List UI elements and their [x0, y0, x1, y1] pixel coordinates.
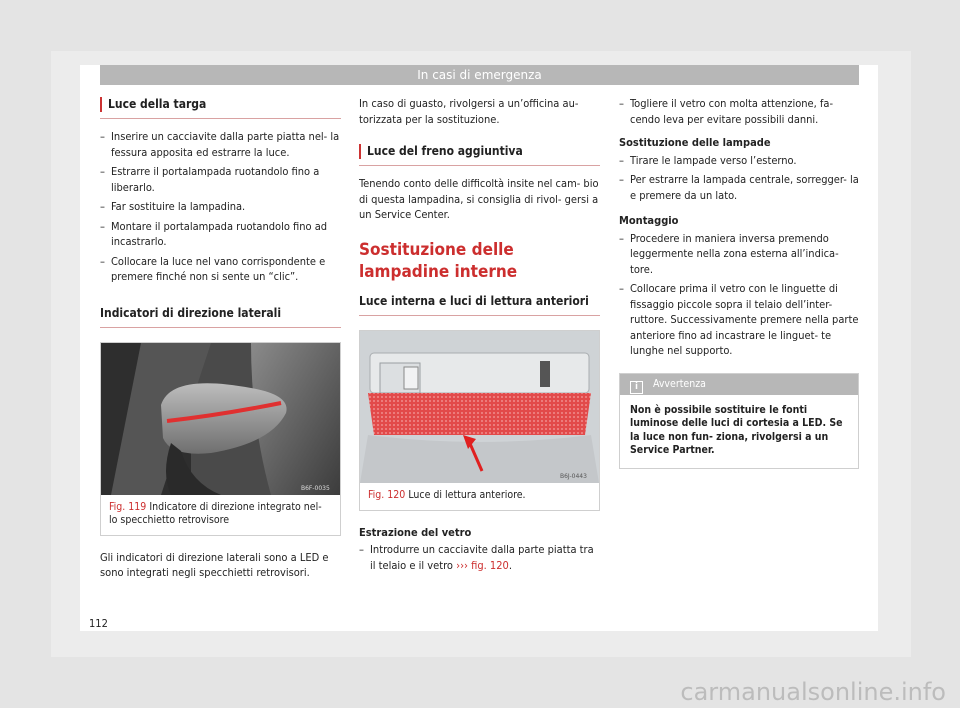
paragraph: Gli indicatori di direzione laterali sono a LED e sono integrati negli specchietti retrovisori.	[100, 550, 329, 579]
page-number: 112	[89, 617, 108, 630]
intro-paragraph: In caso di guasto, rivolgersi a un’officina au- torizzata per la sostituzione.	[359, 97, 579, 126]
steps-list	[619, 96, 859, 127]
list-item: – Tirare le lampade verso l’esterno.	[619, 153, 859, 169]
figure-code: B6J-0443	[560, 472, 587, 480]
fig-reference-link[interactable]: ››› fig. 120	[456, 558, 509, 572]
figure-119	[100, 342, 341, 536]
watermark: carmanualsonline.info	[680, 678, 946, 706]
heading-montaggio: Montaggio	[619, 214, 679, 227]
column-1	[100, 96, 341, 589]
reading-light-image	[360, 331, 599, 483]
figure-label: Fig. 120	[368, 488, 406, 501]
figure-caption-text: Indicatore di direzione integrato nel- lo specchietto retrovisore	[109, 500, 322, 526]
step-end: .	[508, 558, 512, 572]
chapter-header: In casi di emergenza	[100, 65, 859, 85]
warning-box	[619, 373, 859, 469]
figure-label: Fig. 119	[109, 500, 147, 513]
subsection-title: Luce interna e luci di lettura anteriori	[359, 293, 600, 316]
steps-list	[100, 129, 341, 285]
list-item: – Procedere in maniera inversa premendo leggermente nella zona esterna all’indica- tore.	[619, 231, 859, 278]
steps-list	[359, 542, 600, 573]
heading-sostituzione-lampade: Sostituzione delle lampade	[619, 136, 771, 149]
list-item: – Collocare la luce nel vano corrispondente e premere finché non si sente un “clic”.	[100, 254, 341, 285]
list-item: – Togliere il vetro con molta attenzione, fa- cendo leva per evitare possibili danni.	[619, 96, 859, 127]
steps-list	[619, 231, 859, 359]
steps-list	[619, 153, 859, 204]
list-item: – Far sostituire la lampadina.	[100, 199, 341, 215]
warning-text: Non è possibile sostituire le fonti luminose delle luci di cortesia a LED. Se la luce non fun- ziona, rivolgersi a un Service Partner.	[630, 403, 843, 456]
paragraph: Tenendo conto delle difficoltà insite nel cam- bio di questa lampadina, si consiglia di rivol- gersi a un Service Center.	[359, 177, 599, 221]
warning-title: Avvertenza	[653, 377, 706, 390]
figure-120	[359, 330, 600, 511]
column-2	[359, 96, 600, 577]
figure-caption	[101, 495, 340, 535]
list-item: – Collocare prima il vetro con le linguette di fissaggio piccole sopra il telaio dell’inter- ruttore. Successivamente premere nella parte anteriore fino ad incastrare le linguet- te lunghe nel supporto.	[619, 281, 859, 359]
figure-code: B6F-0035	[301, 484, 330, 492]
figure-caption	[360, 483, 599, 510]
step-text: Introdurre un cacciavite dalla parte piatta tra il telaio e il vetro	[370, 543, 594, 572]
figure-caption-text: Luce di lettura anteriore.	[408, 488, 526, 501]
info-icon: i	[630, 381, 643, 394]
list-item: – Per estrarre la lampada centrale, sorregger- la e premere da un lato.	[619, 172, 859, 203]
list-item	[359, 542, 600, 573]
list-item: – Montare il portalampada ruotandolo fino ad incastrarlo.	[100, 219, 341, 250]
section-title-luce-targa: Luce della targa	[100, 96, 341, 119]
list-item: – Inserire un cacciavite dalla parte piatta nel- la fessura apposita ed estrarre la luce.	[100, 129, 341, 160]
big-title: Sostituzione delle lampadine interne	[359, 239, 518, 282]
list-item: – Estrarre il portalampada ruotandolo fino a liberarlo.	[100, 164, 341, 195]
sub-heading: Estrazione del vetro	[359, 525, 472, 539]
column-3	[619, 96, 859, 469]
section-title-indicatori: Indicatori di direzione laterali	[100, 305, 341, 328]
section-title-freno: Luce del freno aggiuntiva	[359, 143, 600, 166]
mirror-indicator-image	[101, 343, 340, 495]
warning-header	[620, 374, 858, 395]
